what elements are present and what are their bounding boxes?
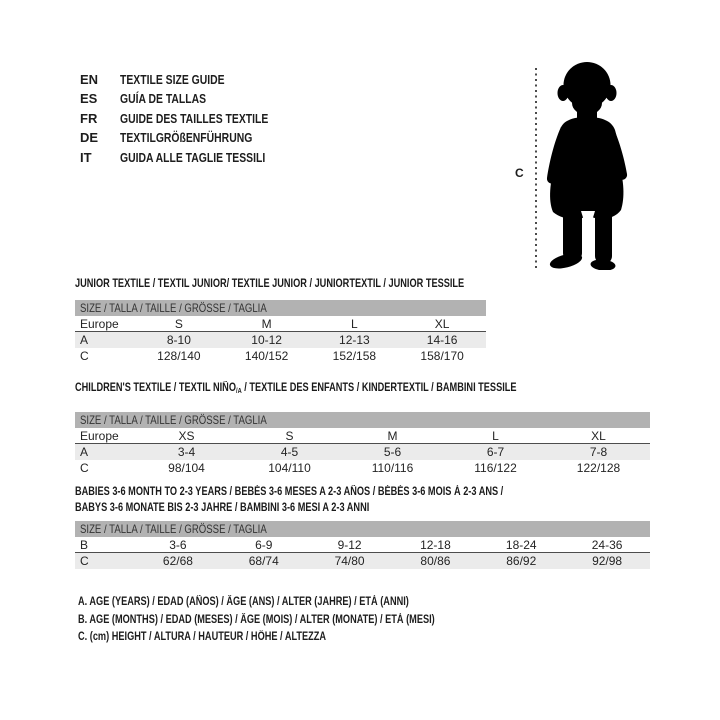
size-header-bar: SIZE / TALLA / TAILLE / GRÖSSE / TAGLIA (75, 521, 650, 537)
language-code: FR (80, 110, 98, 126)
language-row-de (80, 128, 305, 147)
size-header-bar: SIZE / TALLA / TAILLE / GRÖSSE / TAGLIA (75, 412, 650, 428)
table-row-months (75, 537, 650, 553)
language-code: IT (80, 149, 92, 165)
height-value: 110/116 (371, 460, 414, 475)
size-value: S (285, 428, 294, 443)
footnote-height-cm: C. (cm) HEIGHT / ALTURA / HAUTEUR / HÖHE / ALTEZZA (78, 631, 327, 643)
table-row-height (75, 553, 650, 569)
row-label: C (80, 460, 89, 475)
row-label: A (80, 444, 89, 459)
language-label: GUÍA DE TALLAS (120, 91, 207, 107)
height-value: 86/92 (506, 554, 537, 568)
height-value: 128/140 (157, 349, 201, 363)
size-value: M (261, 317, 272, 331)
size-value: M (387, 428, 398, 443)
footnote-age-months: B. AGE (MONTHS) / EDAD (MESES) / ÂGE (MOIS) / ALTER (MONATE) / ETÀ (MESI) (78, 613, 435, 626)
table-row-height (75, 460, 650, 476)
row-label: C (80, 349, 89, 363)
age-value: 12-13 (339, 333, 370, 347)
gender-suffix: /A (235, 386, 242, 395)
age-value: 5-6 (383, 444, 402, 459)
language-row-it (80, 148, 305, 167)
language-code: DE (80, 130, 99, 146)
table-row-age (75, 332, 486, 348)
height-value: 152/158 (332, 349, 377, 363)
language-row-fr (80, 109, 305, 128)
months-value: 24-36 (591, 538, 623, 552)
footnotes (78, 594, 524, 647)
footnote-age-years: A. AGE (YEARS) / EDAD (AÑOS) / ÂGE (ANS) / ALTER (JAHRE) / ETÀ (ANNI) (78, 596, 409, 608)
size-header-bar: SIZE / TALLA / TAILLE / GRÖSSE / TAGLIA (75, 300, 486, 316)
months-value: 12-18 (420, 538, 451, 552)
months-value: 3-6 (169, 538, 187, 552)
size-value: XL (591, 428, 606, 443)
height-dimension-label: C (515, 166, 524, 180)
age-value: 10-12 (251, 333, 282, 347)
language-code: EN (80, 72, 99, 87)
table-row-europe (75, 316, 486, 332)
babies-textile-table (75, 484, 650, 569)
junior-textile-table (75, 276, 486, 364)
language-row-es (80, 89, 305, 108)
table-row-age (75, 444, 650, 460)
size-value: S (174, 317, 183, 331)
table-title: CHILDREN'S TEXTILE / TEXTIL $NIÑO_{/A}$ / TEXTILE DES ENFANTS / KINDERTEXTIL / BAMBINI TESSILE (75, 382, 517, 395)
language-row-en (80, 70, 305, 89)
row-label: Europe (80, 317, 119, 331)
height-value: 80/86 (420, 554, 451, 568)
age-value: 14-16 (426, 333, 458, 347)
table-row-height (75, 348, 486, 364)
row-label: C (80, 554, 89, 568)
row-label: Europe (80, 428, 119, 443)
age-value: 8-10 (166, 333, 191, 347)
toddler-silhouette-icon (540, 60, 636, 270)
table-title: JUNIOR TEXTILE / TEXTIL JUNIOR/ TEXTILE JUNIOR / JUNIORTEXTIL / JUNIOR TESSILE (75, 278, 465, 290)
height-value: 140/152 (244, 349, 289, 363)
height-value: 62/68 (162, 554, 193, 568)
language-label: TEXTILGRÖßENFÜHRUNG (120, 130, 253, 146)
age-value: 7-8 (589, 444, 608, 459)
language-list (80, 70, 305, 167)
months-value: 18-24 (505, 538, 537, 552)
age-value: 3-4 (177, 444, 196, 459)
age-value: 4-5 (280, 444, 299, 459)
size-value: XL (434, 317, 450, 331)
height-value: 68/74 (248, 554, 279, 568)
childrens-textile-table (75, 380, 650, 476)
height-value: 92/98 (592, 554, 623, 568)
size-value: XS (178, 428, 195, 443)
height-value: 122/128 (576, 460, 621, 475)
height-dotted-line (535, 68, 537, 268)
height-value: 158/170 (420, 349, 464, 363)
size-value: L (351, 317, 358, 331)
height-value: 116/122 (474, 460, 517, 475)
language-label: GUIDA ALLE TAGLIE TESSILI (120, 149, 266, 165)
height-value: 98/104 (168, 460, 205, 475)
table-title-line2: BABYS 3-6 MONATE BIS 2-3 JAHRE / BAMBINI 3-6 MESI A 2-3 ANNI (75, 502, 370, 514)
height-value: 104/110 (268, 460, 311, 475)
height-value: 74/80 (334, 554, 365, 568)
language-label: TEXTILE SIZE GUIDE (120, 72, 225, 87)
age-value: 6-7 (486, 444, 505, 459)
table-title-line1: BABIES 3-6 MONTH TO 2-3 YEARS / BEBÉS 3-6 MESES A 2-3 AÑOS / BÉBÉS 3-6 MOIS À 2-3 ANS / (75, 486, 504, 498)
row-label: A (80, 333, 89, 347)
language-label: GUIDE DES TAILLES TEXTILE (120, 110, 269, 126)
size-value: L (492, 428, 499, 443)
language-code: ES (80, 91, 98, 107)
months-value: 6-9 (255, 538, 273, 552)
row-label: B (80, 538, 89, 552)
months-value: 9-12 (337, 538, 362, 552)
table-row-europe (75, 428, 650, 444)
